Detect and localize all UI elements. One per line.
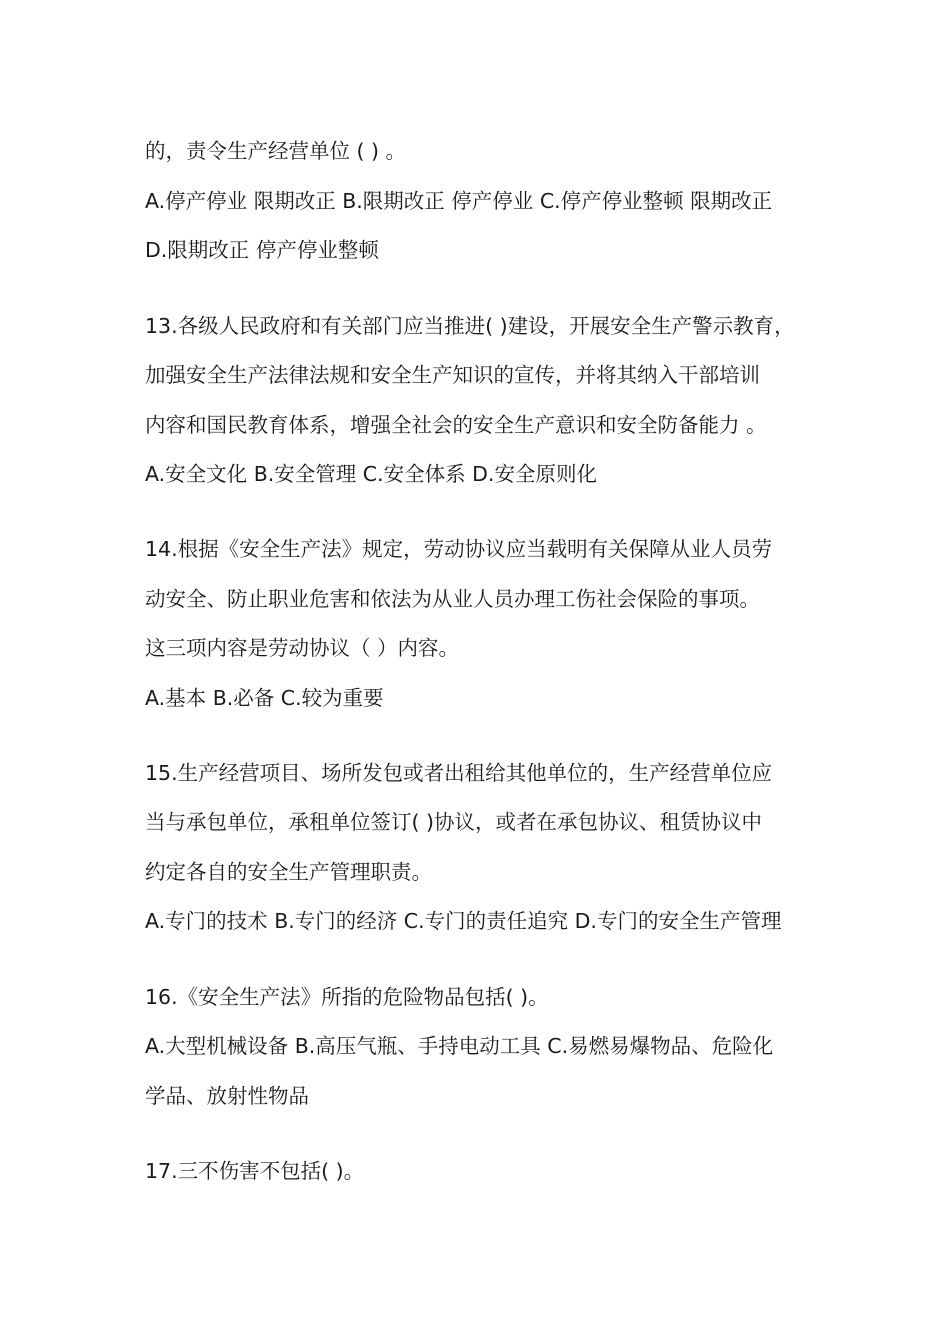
q12-options-line-2: D.限期改正 停产停业整顿 [145,238,379,262]
q17-stem: 17.三不伤害不包括( )。 [145,1159,365,1183]
q12-stem-end: 的，责令生产经营单位 ( ) 。 [145,139,407,163]
q15-stem-line-2: 当与承包单位，承租单位签订( )协议，或者在承包协议、租赁协议中 [145,810,763,834]
q15-stem-line-1: 15.生产经营项目、场所发包或者出租给其他单位的，生产经营单位应 [145,761,773,785]
q15-options: A.专门的技术 B.专门的经济 C.专门的责任追究 D.专门的安全生产管理 [145,909,782,933]
q12-options-line-1: A.停产停业 限期改正 B.限期改正 停产停业 C.停产停业整顿 限期改正 [145,189,773,213]
q15-stem-line-3: 约定各自的安全生产管理职责。 [145,860,432,884]
q16-options-line-1: A.大型机械设备 B.高压气瓶、手持电动工具 C.易燃易爆物品、危险化 [145,1034,774,1058]
q13-stem-line-2: 加强安全生产法律法规和安全生产知识的宣传，并将其纳入干部培训 [145,363,760,387]
q14-options: A.基本 B.必备 C.较为重要 [145,686,384,710]
q16-stem: 16.《安全生产法》所指的危险物品包括( )。 [145,985,549,1009]
q14-stem-line-1: 14.根据《安全生产法》规定，劳动协议应当载明有关保障从业人员劳 [145,537,773,561]
q13-stem-line-1: 13.各级人民政府和有关部门应当推进( )建设，开展安全生产警示教育， [145,314,795,338]
q13-options: A.安全文化 B.安全管理 C.安全体系 D.安全原则化 [145,462,597,486]
q13-stem-line-3: 内容和国民教育体系，增强全社会的安全生产意识和安全防备能力 。 [145,413,767,437]
q16-options-line-2: 学品、放射性物品 [145,1084,309,1108]
q14-stem-line-3: 这三项内容是劳动协议（ ）内容。 [145,636,460,660]
q14-stem-line-2: 动安全、防止职业危害和依法为从业人员办理工伤社会保险的事项。 [145,587,760,611]
